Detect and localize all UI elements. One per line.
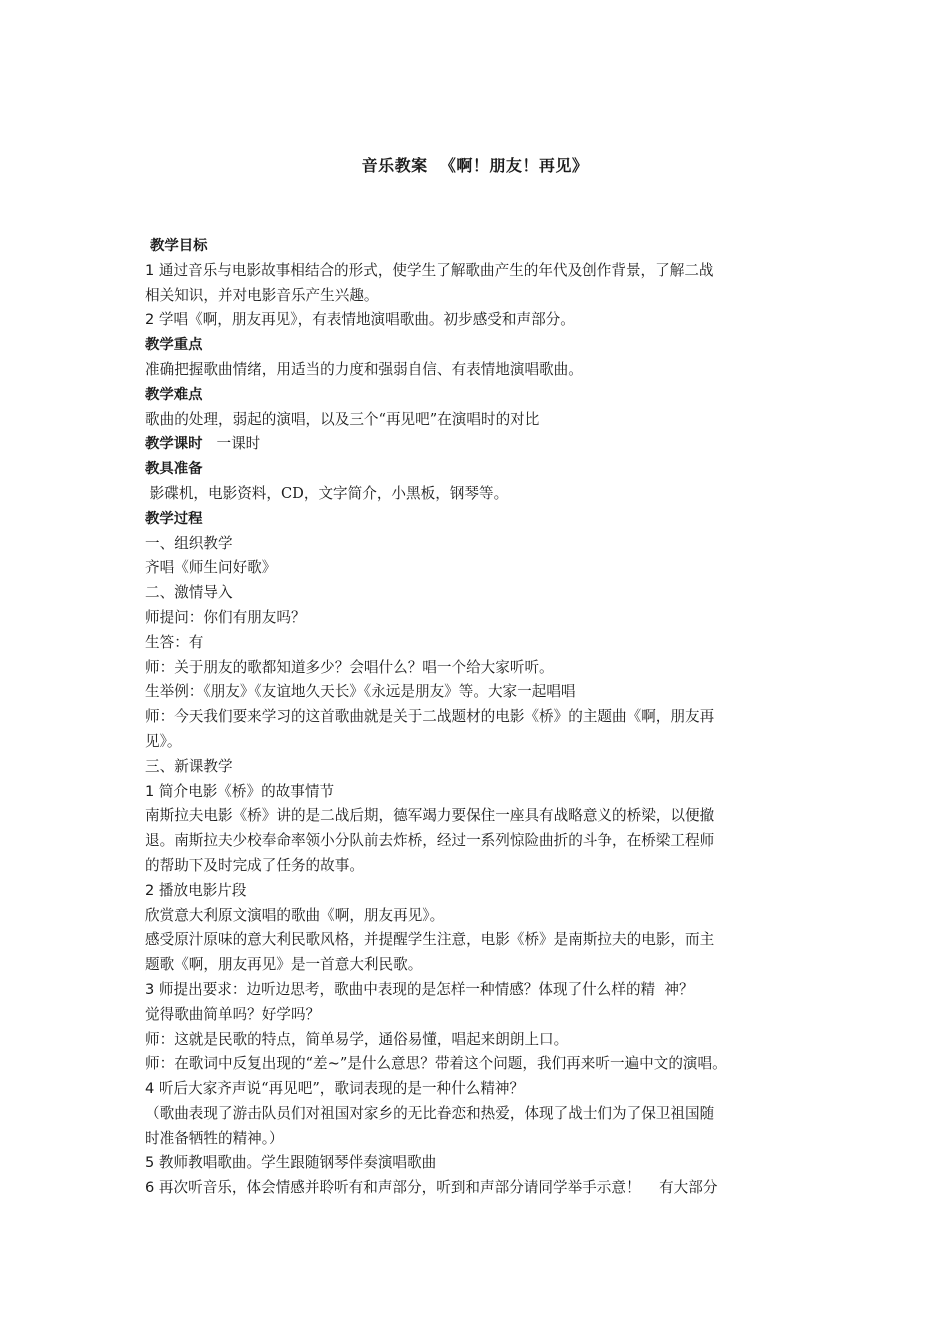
step-6-text: 再次听音乐，体会情感并聆听有和声部分，听到和声部分请同学举手示意！ 有大部分: [154, 1179, 718, 1197]
process-line-9: 三、新课教学: [145, 757, 233, 775]
process-line-1: 一、组织教学: [145, 534, 233, 552]
heading-difficulties: 教学难点: [145, 386, 203, 403]
step-1: [145, 780, 813, 805]
step-1-line-a: 南斯拉夫电影《桥》讲的是二战后期，德军竭力要保住一座具有战略意义的桥梁，以便撤: [145, 807, 715, 825]
heading-key-points: 教学重点: [145, 337, 203, 354]
class-hours-text: 一课时: [202, 435, 261, 453]
step-3-text: 师提出要求：边听边思考，歌曲中表现的是怎样一种情感？体现了什么样的精 神？: [154, 980, 694, 998]
goal-2-number: 2: [145, 311, 155, 329]
goal-1-line-2: 相关知识，并对电影音乐产生兴趣。: [145, 286, 379, 304]
process-line-7: 生举例：《朋友》《友谊地久天长》《永远是朋友》等。大家一起唱唱: [145, 683, 576, 701]
class-hours: [145, 432, 813, 457]
step-3-line-b: 师：这就是民歌的特点，简单易学，通俗易懂，唱起来朗朗上口。: [145, 1030, 569, 1048]
step-4-line-b: 时准备牺牲的精神。）: [145, 1129, 284, 1147]
process-line-3: 二、激情导入: [145, 584, 233, 602]
step-1-line-c: 的帮助下及时完成了任务的故事。: [145, 856, 364, 874]
step-6-number: 6: [145, 1179, 155, 1197]
step-4-number: 4: [145, 1080, 155, 1098]
heading-materials: 教具准备: [145, 461, 203, 478]
heading-teaching-goals: 教学目标: [145, 238, 208, 254]
step-3-number: 3: [145, 980, 155, 998]
goal-1-number: 1: [145, 261, 155, 279]
process-line-8b: 见》。: [145, 732, 182, 750]
step-4-text: 听后大家齐声说“再见吧”，歌词表现的是一种什么精神？: [154, 1080, 525, 1098]
step-2-line-a: 欣赏意大利原文演唱的歌曲《啊，朋友再见》。: [145, 906, 445, 924]
step-1-text: 简介电影《桥》的故事情节: [154, 782, 335, 800]
goal-2-text: 学唱《啊，朋友再见》，有表情地演唱歌曲。初步感受和声部分。: [154, 311, 575, 329]
step-6: [145, 1176, 813, 1201]
key-points-text: 准确把握歌曲情绪，用适当的力度和强弱自信、有表情地演唱歌曲。: [145, 360, 583, 378]
document-body: [145, 234, 813, 1201]
step-1-number: 1: [145, 782, 155, 800]
heading-process: 教学过程: [145, 510, 203, 527]
step-5-number: 5: [145, 1154, 155, 1172]
goal-1-text: 通过音乐与电影故事相结合的形式，使学生了解歌曲产生的年代及创作背景，了解二战: [154, 261, 714, 279]
materials-text: 影碟机，电影资料，CD，文字简介，小黑板，钢琴等。: [145, 484, 509, 502]
heading-class-hours: 教学课时: [145, 436, 203, 453]
step-2-text: 播放电影片段: [154, 881, 247, 899]
process-line-6: 师：关于朋友的歌都知道多少？会唱什么？唱一个给大家听听。: [145, 658, 554, 676]
goal-2: [145, 308, 813, 333]
goal-1-line-1: [145, 259, 813, 284]
document-title: 音乐教案 《啊！朋友！再见》: [361, 156, 589, 175]
difficulties-text: 歌曲的处理，弱起的演唱，以及三个“再见吧”在演唱时的对比: [145, 410, 540, 428]
step-5: [145, 1151, 813, 1176]
process-line-2: 齐唱《师生问好歌》: [145, 559, 277, 577]
step-2-line-c: 题歌《啊，朋友再见》是一首意大利民歌。: [145, 956, 423, 974]
step-4-line-a: （歌曲表现了游击队员们对祖国对家乡的无比眷恋和热爱，体现了战士们为了保卫祖国随: [145, 1104, 715, 1122]
step-3: [145, 978, 813, 1003]
process-line-8a: 师：今天我们要来学习的这首歌曲就是关于二战题材的电影《桥》的主题曲《啊，朋友再: [145, 708, 715, 726]
step-1-line-b: 退。南斯拉夫少校奉命率领小分队前去炸桥，经过一系列惊险曲折的斗争，在桥梁工程师: [145, 832, 715, 850]
step-2-line-b: 感受原汁原味的意大利民歌风格，并提醒学生注意，电影《桥》是南斯拉夫的电影，而主: [145, 931, 715, 949]
process-line-5: 生答：有: [145, 633, 204, 651]
process-line-4: 师提问：你们有朋友吗？: [145, 608, 306, 626]
step-4: [145, 1077, 813, 1102]
step-2-number: 2: [145, 881, 155, 899]
step-5-text: 教师教唱歌曲。学生跟随钢琴伴奏演唱歌曲: [154, 1154, 437, 1172]
step-3-line-c: 师：在歌词中反复出现的“差~”是什么意思？带着这个问题，我们再来听一遍中文的演唱。: [145, 1055, 727, 1073]
step-2: [145, 879, 813, 904]
step-3-line-a: 觉得歌曲简单吗？好学吗？: [145, 1005, 321, 1023]
